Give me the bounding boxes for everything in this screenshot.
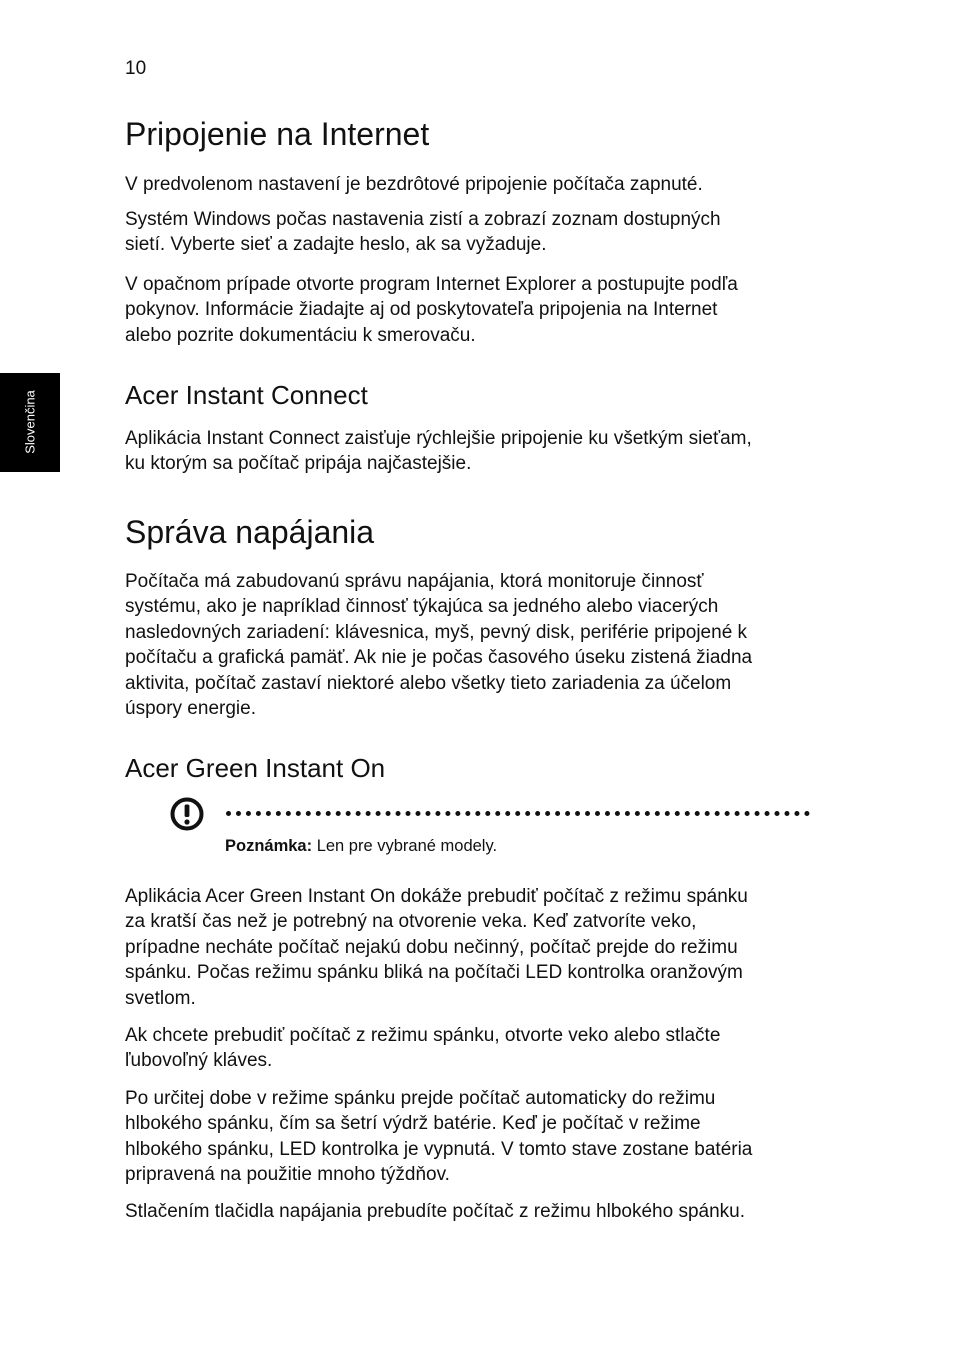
text-line: hlbokého spánku, LED kontrolka je vypnutá. V tomto stave zostane batéria (125, 1138, 753, 1160)
text-line: Systém Windows počas nastavenia zistí a zobrazí zoznam dostupných (125, 209, 721, 230)
text-line: Aplikácia Instant Connect zaisťuje rýchlejšie pripojenie ku všetkým sieťam, (125, 428, 752, 449)
text-line: Po určitej dobe v režime spánku prejde počítač automaticky do režimu (125, 1088, 716, 1109)
text-line: Aplikácia Acer Green Instant On dokáže prebudiť počítač z režimu spánku (125, 886, 748, 907)
text-line: Ak chcete prebudiť počítač z režimu spánku, otvorte veko alebo stlačte (125, 1025, 721, 1046)
text-line: Počítača má zabudovanú správu napájania, ktorá monitoruje činnosť (125, 571, 704, 592)
paragraph (125, 272, 825, 348)
text-line: sietí. Vyberte sieť a zadajte heslo, ak sa vyžaduje. (125, 234, 547, 256)
heading-acer-instant-connect: Acer Instant Connect (125, 380, 368, 410)
language-side-tab (0, 373, 60, 472)
page-number: 10 (125, 58, 147, 79)
text-line: hlbokého spánku, čím sa šetrí výdrž batérie. Keď je počítač v režime (125, 1113, 701, 1135)
note (225, 836, 497, 856)
paragraph (125, 1199, 825, 1224)
text-line: svetlom. (125, 987, 196, 1009)
paragraph (125, 207, 825, 258)
language-tab-label: Slovenčina (22, 390, 38, 454)
paragraph (125, 1086, 825, 1188)
heading-acer-green-instant-on: Acer Green Instant On (125, 753, 386, 783)
text-line: systému, ako je napríklad činnosť týkajúca sa jedného alebo viacerých (125, 596, 719, 618)
note-dotted-divider (226, 811, 810, 816)
text-line: alebo pozrite dokumentáciu k smerovaču. (125, 324, 476, 346)
paragraph (125, 569, 825, 721)
note-body: Len pre vybrané modely. (312, 837, 498, 855)
exclamation-circle-icon (170, 797, 204, 831)
text-line: úspory energie. (125, 698, 256, 720)
text-line: počítaču a grafická pamäť. Ak nie je počas časového úseku zistená žiadna (125, 647, 753, 669)
text-line: Stlačením tlačidla napájania prebudíte počítač z režimu hlbokého spánku. (125, 1201, 745, 1222)
paragraph (125, 1023, 825, 1074)
paragraph (125, 884, 825, 1011)
text-line: spánku. Počas režimu spánku bliká na počítači LED kontrolka oranžovým (125, 962, 743, 984)
text-line: ku ktorým sa počítač pripája najčastejšie. (125, 453, 472, 475)
text-line: nasledovných zariadení: klávesnica, myš, pevný disk, periférie pripojené k (125, 621, 748, 643)
heading-internet-connection: Pripojenie na Internet (125, 116, 430, 152)
text-line: pokynov. Informácie žiadajte aj od poskytovateľa pripojenia na Internet (125, 299, 718, 321)
text-line: za kratší čas než je potrebný na otvorenie veka. Keď zatvoríte veko, (125, 911, 697, 933)
heading-power-management: Správa napájania (125, 514, 375, 550)
text-line: V opačnom prípade otvorte program Internet Explorer a postupujte podľa (125, 274, 738, 295)
text-line: ľubovoľný kláves. (125, 1050, 273, 1072)
text-line: pripravená na použitie mnoho týždňov. (125, 1164, 450, 1186)
text-line: prípadne necháte počítač nejakú dobu nečinný, počítač prejde do režimu (125, 936, 738, 958)
paragraph (125, 172, 825, 197)
text-line: aktivita, počítač zastaví niektoré alebo všetky tieto zariadenia za účelom (125, 672, 732, 694)
paragraph (125, 426, 825, 477)
text-line: V predvolenom nastavení je bezdrôtové pripojenie počítača zapnuté. (125, 174, 703, 195)
note-label: Poznámka: (225, 837, 313, 855)
